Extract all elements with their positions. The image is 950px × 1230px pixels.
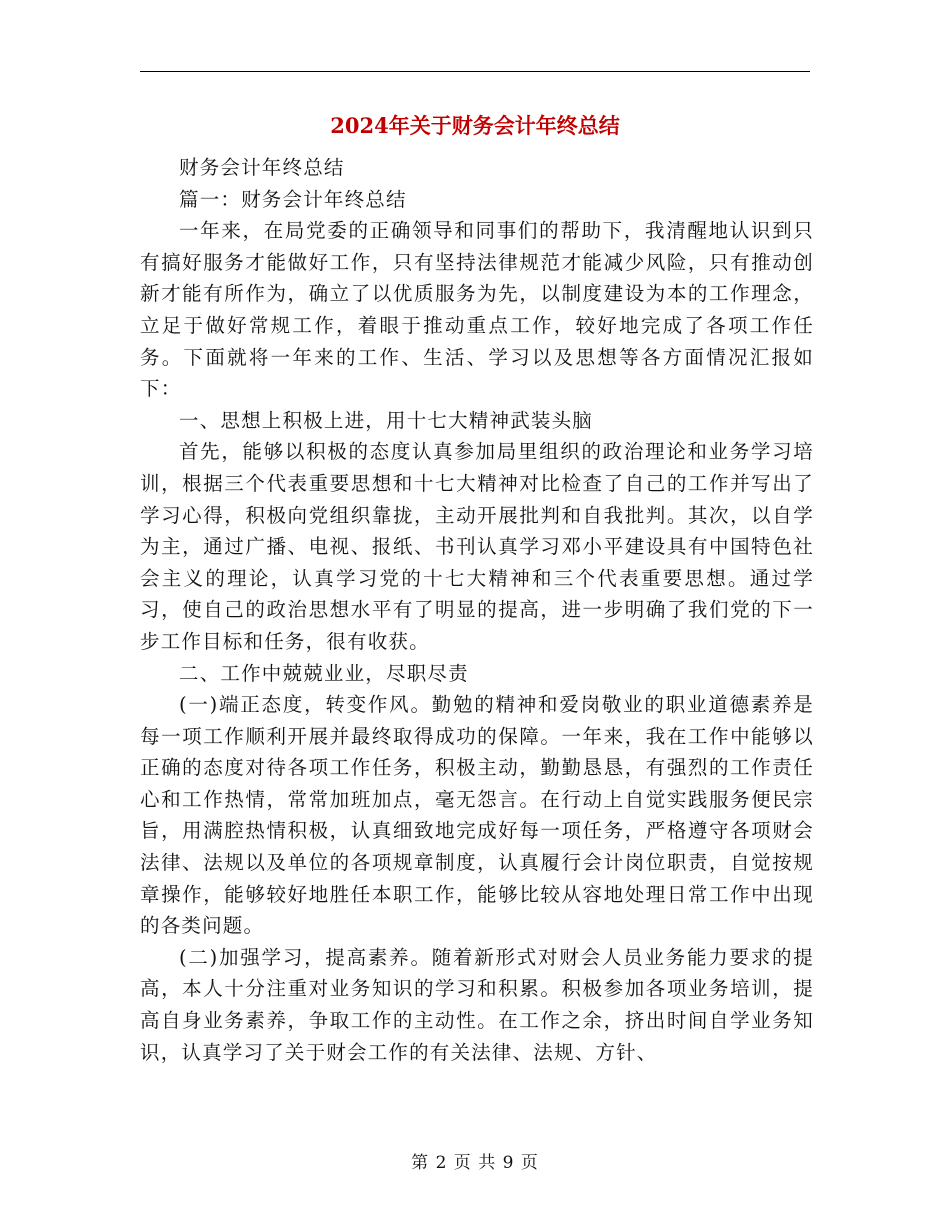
document-title: 2024年关于财务会计年终总结	[330, 113, 620, 138]
paragraph-section-one-body: 首先，能够以积极的态度认真参加局里组织的政治理论和业务学习培训，根据三个代表重要思想和十七大精神对比检查了自己的工作并写出了学习心得，积极向党组织靠拢，主动开展批判和自我批判。其次，以自学为主，通过广播、电视、报纸、书刊认真学习邓小平建设具有中国特色社会主义的理论，认真学习党的十七大精神和三个代表重要思想。通过学习，使自己的政治思想水平有了明显的提高，进一步明确了我们党的下一步工作目标和任务，很有收获。	[140, 440, 814, 653]
paragraph-section-label: 篇一：财务会计年终总结	[179, 187, 407, 211]
document-body	[140, 152, 814, 1068]
paragraph-intro: 一年来，在局党委的正确领导和同事们的帮助下，我清醒地认识到只有搞好服务才能做好工作，只有坚持法律规范才能减少风险，只有推动创新才能有所作为，确立了以优质服务为先，以制度建设为本的工作理念，立足于做好常规工作，着眼于推动重点工作，较好地完成了各项工作任务。下面就将一年来的工作、生活、学习以及思想等各方面情况汇报如下：	[140, 219, 814, 401]
paragraph-subsection-one: (一)端正态度，转变作风。勤勉的精神和爱岗敬业的职业道德素养是每一项工作顺利开展并最终取得成功的保障。一年来，我在工作中能够以正确的态度对待各项工作任务，积极主动，勤勤恳恳，有强烈的工作责任心和工作热情，常常加班加点，毫无怨言。在行动上自觉实践服务便民宗旨，用满腔热情积极，认真细致地完成好每一项任务，严格遵守各项财会法律、法规以及单位的各项规章制度，认真履行会计岗位职责，自觉按规章操作，能够较好地胜任本职工作，能够比较从容地处理日常工作中出现的各类问题。	[140, 693, 814, 938]
header-rule	[140, 71, 810, 72]
paragraph-subtitle: 财务会计年终总结	[179, 156, 345, 179]
heading-section-two: 二、工作中兢兢业业，尽职尽责	[179, 661, 469, 685]
heading-section-one: 一、思想上积极上进，用十七大精神武装头脑	[179, 408, 594, 432]
page-number-footer: 第 2 页 共 9 页	[411, 1153, 539, 1173]
paragraph-subsection-two: (二)加强学习，提高素养。随着新形式对财会人员业务能力要求的提高，本人十分注重对业务知识的学习和积累。积极参加各项业务培训，提高自身业务素养，争取工作的主动性。在工作之余，挤出时间自学业务知识，认真学习了关于财会工作的有关法律、法规、方针、	[140, 945, 814, 1064]
